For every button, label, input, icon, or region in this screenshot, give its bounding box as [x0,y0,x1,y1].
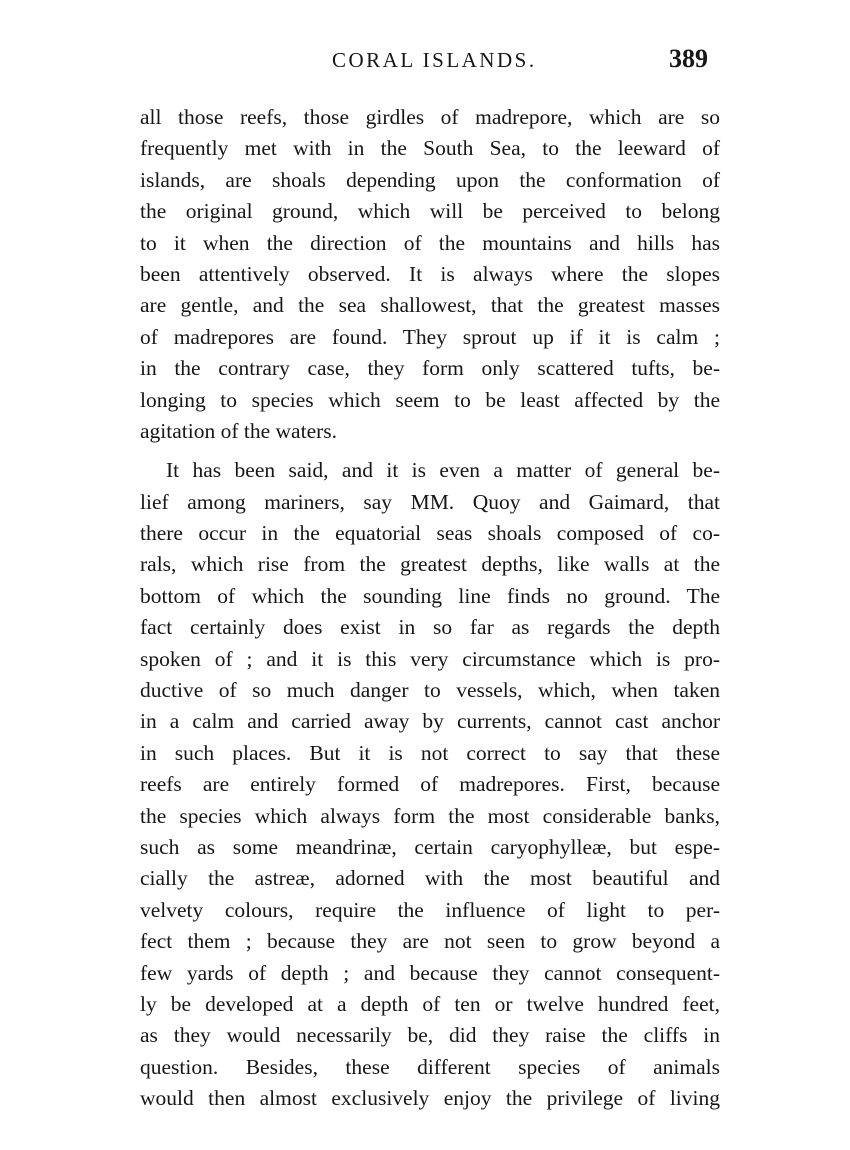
body-text [140,102,720,1115]
text-line: there occur in the equatorial seas shoals composed of co- [140,521,720,546]
text-line: to it when the direction of the mountains and hills has [140,230,720,255]
text-line: frequently met with in the South Sea, to the leeward of [140,136,720,161]
text-line: It has been said, and it is even a matter of general be- [166,458,720,483]
text-line: fect them ; because they are not seen to grow beyond a [140,929,720,954]
text-line: cially the astreæ, adorned with the most beautiful and [140,866,720,891]
text-line: longing to species which seem to be least affected by the [140,387,720,412]
text-line: question. Besides, these different species of animals [140,1054,720,1079]
paragraph-1 [140,102,720,447]
text-line: reefs are entirely formed of madrepores. First, because [140,772,720,797]
text-line: the original ground, which will be perceived to belong [140,199,720,224]
running-title: CORAL ISLANDS. [332,48,537,72]
text-line: in a calm and carried away by currents, cannot cast anchor [140,709,720,734]
text-line: would then almost exclusively enjoy the privilege of living [140,1086,720,1111]
text-line: spoken of ; and it is this very circumstance which is pro- [140,646,720,671]
running-head [140,44,720,78]
text-line: agitation of the waters. [140,418,338,443]
text-line: in the contrary case, they form only scattered tufts, be- [140,356,720,381]
text-line: all those reefs, those girdles of madrepore, which are so [140,105,720,129]
text-line: ductive of so much danger to vessels, which, when taken [140,678,720,703]
text-line: such as some meandrinæ, certain caryophylleæ, but espe- [140,834,720,859]
text-line: as they would necessarily be, did they raise the cliffs in [140,1023,720,1048]
text-line: are gentle, and the sea shallowest, that the greatest masses [140,293,720,318]
text-line: fact certainly does exist in so far as regards the depth [140,615,720,640]
text-line: of madrepores are found. They sprout up if it is calm ; [140,324,720,349]
text-line: been attentively observed. It is always where the slopes [140,261,720,286]
paragraph-2 [140,455,720,1114]
text-line: the species which always form the most considerable banks, [140,803,720,828]
text-line: in such places. But it is not correct to say that these [140,740,720,765]
text-line: bottom of which the sounding line finds no ground. The [140,583,720,608]
text-line: lief among mariners, say MM. Quoy and Gaimard, that [140,489,720,514]
page-number: 389 [669,44,708,73]
text-line: few yards of depth ; and because they cannot consequent- [140,960,720,985]
paragraph-gap [140,447,720,455]
text-line: ly be developed at a depth of ten or twelve hundred feet, [140,991,720,1016]
text-line: velvety colours, require the influence of light to per- [140,897,720,922]
text-line: rals, which rise from the greatest depths, like walls at the [140,552,720,577]
text-line: islands, are shoals depending upon the conformation of [140,167,720,192]
